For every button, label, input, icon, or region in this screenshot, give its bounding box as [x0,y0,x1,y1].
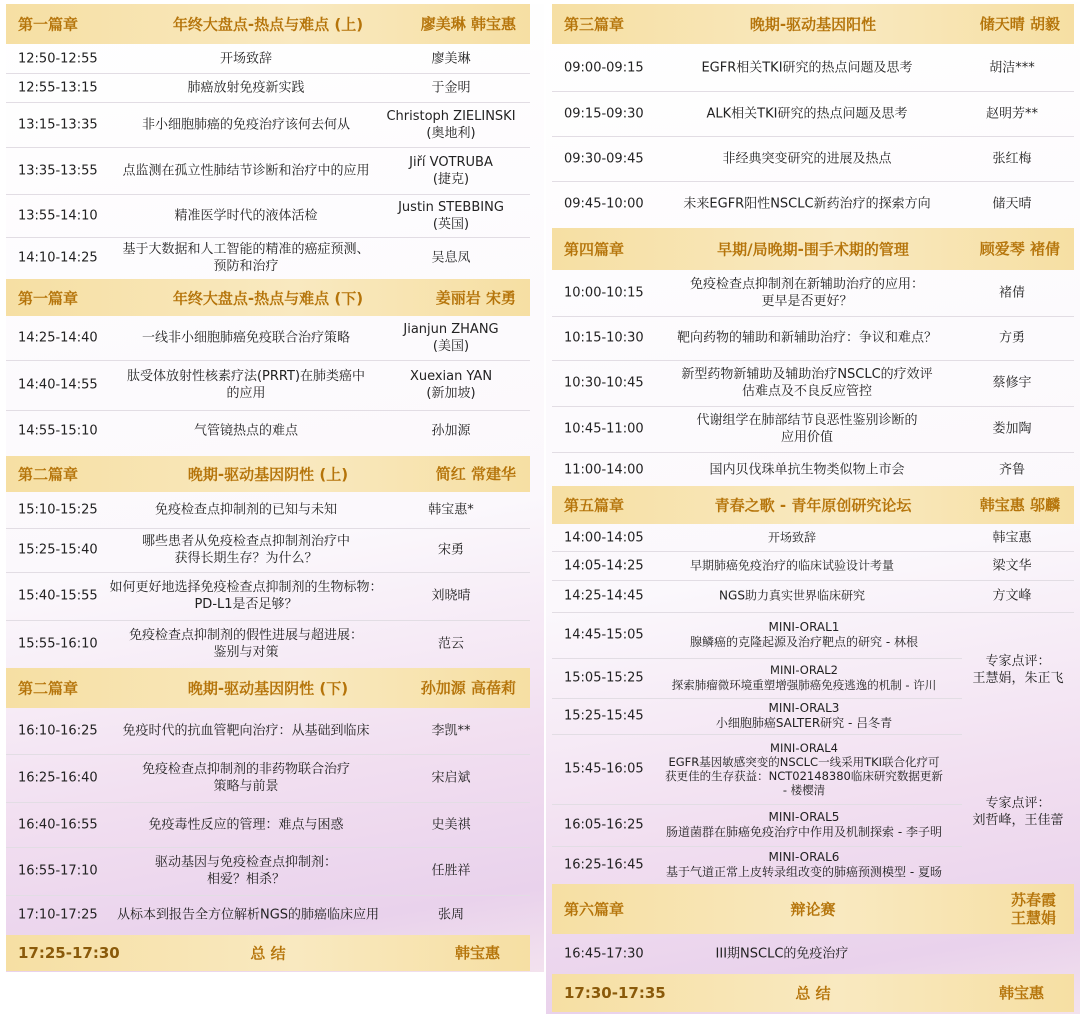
table-row [6,754,530,803]
session-topic: 未来EGFR阳性NSCLC新药治疗的探索方向 [683,196,931,211]
section-chairs: 储天晴 胡毅 [979,15,1060,33]
session-topic: 免疫毒性反应的管理：难点与困惑 [148,817,344,832]
session-speaker: Jiří VOTRUBA (捷克) [409,154,493,187]
table-row [6,102,530,148]
session-speaker: Jianjun ZHANG (美国) [403,322,499,354]
session-speaker: 胡洁*** [989,60,1035,75]
session-topic: 靶向药物的辅助和新辅助治疗：争议和难点？ [676,330,937,346]
section-title: 年终大盘点-热点与难点 (上) [172,15,364,34]
session-time: 13:15-13:35 [18,117,98,132]
summary-row [6,935,530,971]
section-chairs: 孙加源 高蓓莉 [420,679,516,697]
session-topic: 新型药物新辅助及辅助治疗NSCLC的疗效评 估难点及不良反应管控 [681,367,933,399]
table-row [6,572,530,621]
section-title: 晚期-驱动基因阴性 (上) [187,465,349,484]
session-time: 14:25-14:45 [564,588,644,604]
session-time: 16:05-16:25 [564,817,644,833]
table-row [552,91,1074,137]
session-speaker: 韩宝惠 [992,530,1032,545]
session-time: 09:45-10:00 [564,196,644,211]
table-row [552,734,962,805]
summary-title: 总 结 [795,984,831,1003]
session-topic: 免疫时代的抗血管靶向治疗：从基础到临床 [122,723,370,739]
section-title: 青春之歌 - 青年原创研究论坛 [714,496,912,515]
section-label: 第三篇章 [564,15,625,34]
summary-time: 17:25-17:30 [18,944,120,962]
section-header [552,486,1074,524]
table-row [6,802,530,848]
table-row [552,452,1074,488]
session-topic: 基于大数据和人工智能的精准的癌症预测、 预防和治疗 [122,242,370,274]
section-chairs: 姜丽岩 宋勇 [435,288,516,307]
session-speaker: 于金明 [431,80,471,95]
table-row [552,44,1074,92]
session-time: 12:55-13:15 [18,80,98,95]
table-row [6,528,530,573]
table-row [6,410,530,452]
session-speaker: 娄加陶 [992,421,1032,437]
section-label: 第一篇章 [18,15,79,34]
session-topic: MINI-ORAL6 基于气道正常上皮转录组改变的肺癌预测模型 - 夏旸 [666,850,942,879]
right-panel [546,2,1080,1014]
session-time: 14:00-14:05 [564,530,644,545]
table-row [6,147,530,195]
session-time: 14:10-14:25 [18,250,98,266]
table-row [552,846,962,884]
session-time: 17:10-17:25 [18,907,98,923]
section-title: 早期/局晚期-围手术期的管理 [717,240,909,259]
section-header [6,4,530,44]
table-row [552,934,1074,974]
session-topic: 肽受体放射性核素疗法(PRRT)在肺类癌中 的应用 [126,369,366,401]
session-topic: EGFR相关TKI研究的热点问题及思考 [701,60,913,75]
section-title: 辩论赛 [790,900,836,919]
session-speaker: Christoph ZIELINSKI (奥地利) [386,108,516,141]
section-header [6,456,530,492]
session-topic: 免疫检查点抑制剂的假性进展与超进展： 鉴别与对策 [128,628,363,660]
session-time: 09:15-09:30 [564,106,644,121]
session-topic: MINI-ORAL3 小细胞肺癌SALTER研究 - 吕冬青 [715,701,893,730]
section-header [6,668,530,708]
session-topic: 开场致辞 [219,51,272,66]
session-time: 16:55-17:10 [18,863,98,879]
table-row [6,360,530,411]
session-topic: 代谢组学在肺部结节良恶性鉴别诊断的 应用价值 [696,413,918,445]
section-chairs: 韩宝惠 邬麟 [979,496,1060,514]
session-speaker: 廖美琳 [431,51,471,66]
session-speaker: 方勇 [998,330,1025,346]
table-row [6,73,530,103]
session-time: 14:45-15:05 [564,627,644,643]
table-row [552,316,1074,361]
table-row [6,708,530,755]
session-topic: 精准医学时代的液体活检 [174,208,318,223]
session-time: 15:05-15:25 [564,670,644,686]
table-row [552,698,962,735]
session-topic: MINI-ORAL4 EGFR基因敏感突变的NSCLC一线采用TKI联合化疗可 获更佳的生存获益：NCT02148380临床研究数据更新 - 楼樱清 [665,741,943,797]
session-time: 14:40-14:55 [18,377,98,393]
session-topic: ALK相关TKI研究的热点问题及思考 [706,106,908,121]
session-time: 13:55-14:10 [18,208,98,223]
section-label: 第一篇章 [18,289,79,307]
session-speaker: 刘晓晴 [431,588,471,604]
session-topic: 气管镜热点的难点 [193,423,298,439]
table-row [552,524,1074,552]
session-topic: 国内贝伐珠单抗生物类似物上市会 [709,462,905,478]
session-topic: 从标本到报告全方位解析NGS的肺癌临床应用 [116,907,380,923]
session-time: 14:55-15:10 [18,423,98,439]
section-chairs: 顾爱琴 褚倩 [979,240,1060,258]
table-row [6,895,530,935]
session-topic: 早期肺癌免疫治疗的临床试验设计考量 [689,558,894,572]
section-header [6,279,530,316]
section-label: 第二篇章 [18,679,79,698]
session-speaker: 孙加源 [431,423,471,439]
session-speaker: 张周 [437,907,464,923]
table-row [552,804,962,847]
summary-speaker: 韩宝惠 [454,944,500,962]
section-chairs: 廖美琳 韩宝惠 [420,15,516,33]
table-row [552,181,1074,226]
session-speaker: 范云 [437,636,464,652]
session-topic: 一线非小细胞肺癌免疫联合治疗策略 [141,330,350,346]
section-header [552,884,1074,934]
session-time: 10:45-11:00 [564,421,644,437]
table-row [552,406,1074,453]
session-speaker: 方文峰 [992,588,1032,604]
session-topic: MINI-ORAL2 探索肺瘤微环境重塑增强肺癌免疫逃逸的机制 - 许川 [671,663,937,692]
section-label: 第二篇章 [18,465,79,484]
summary-speaker: 韩宝惠 [998,984,1044,1002]
session-time: 15:45-16:05 [564,761,644,777]
session-topic: 哪些患者从免疫检查点抑制剂治疗中 获得长期生存？为什么？ [141,534,350,566]
table-row [552,612,962,659]
session-topic: 非经典突变研究的进展及热点 [722,151,892,166]
section-title: 晚期-驱动基因阴性 (下) [187,679,349,698]
session-time: 09:30-09:45 [564,151,644,166]
session-topic: 开场致辞 [767,530,816,544]
left-panel [6,4,544,972]
session-topic: 非小细胞肺癌的免疫治疗该何去何从 [141,117,350,132]
table-row [552,360,1074,407]
expert-review: 专家点评： 王慧娟，朱正飞 [972,654,1064,686]
session-speaker: Xuexian YAN (新加坡) [409,369,493,401]
table-row [6,44,530,74]
table-row [6,847,530,896]
session-topic: 免疫检查点抑制剂的已知与未知 [154,502,337,518]
section-chairs: 简红 常建华 [435,465,516,483]
session-speaker: 史美祺 [431,817,471,832]
session-speaker: 韩宝惠* [428,502,474,518]
session-time: 16:25-16:45 [564,857,644,873]
session-time: 15:55-16:10 [18,636,98,652]
section-title: 年终大盘点-热点与难点 (下) [172,289,364,307]
session-speaker: 蔡修宇 [992,375,1032,391]
session-time: 15:25-15:40 [18,542,98,558]
section-chairs: 苏春霞 王慧娟 [1010,891,1056,927]
section-header [552,4,1074,44]
session-time: 11:00-14:00 [564,462,644,478]
summary-row [552,974,1074,1012]
table-row [552,270,1074,317]
session-speaker: 梁文华 [992,558,1032,573]
session-time: 16:40-16:55 [18,817,98,832]
session-speaker: Justin STEBBING (英国) [398,199,504,232]
table-row [552,136,1074,182]
session-speaker: 褚倩 [998,285,1025,301]
session-topic: 点监测在孤立性肺结节诊断和治疗中的应用 [122,163,370,178]
section-label: 第四篇章 [564,240,625,259]
session-speaker: 张红梅 [992,151,1032,166]
session-speaker: 李凯** [431,723,471,739]
section-title: 晚期-驱动基因阳性 [749,15,877,34]
session-topic: 免疫检查点抑制剂的非药物联合治疗 策略与前景 [141,762,350,794]
table-row [552,580,1074,613]
session-time: 14:05-14:25 [564,558,644,573]
session-topic: MINI-ORAL5 肠道菌群在肺癌免疫治疗中作用及机制探索 - 李子明 [666,810,942,839]
session-speaker: 赵明芳** [985,106,1038,121]
session-topic: MINI-ORAL1 腺鳞癌的克隆起源及治疗靶点的研究 - 林根 [690,620,918,649]
session-time: 15:10-15:25 [18,502,98,518]
session-time: 14:25-14:40 [18,330,98,346]
session-time: 15:25-15:45 [564,708,644,724]
session-time: 10:30-10:45 [564,375,644,391]
table-row [6,316,530,361]
session-speaker: 宋启斌 [431,770,471,786]
session-topic: III期NSCLC的免疫治疗 [715,946,849,962]
session-time: 10:00-10:15 [564,285,644,301]
table-row [6,492,530,529]
session-topic: NGS助力真实世界临床研究 [719,588,865,603]
session-topic: 驱动基因与免疫检查点抑制剂： 相爱？相杀？ [154,855,337,887]
section-header [552,228,1074,270]
session-time: 13:35-13:55 [18,163,98,178]
table-row [552,658,962,699]
expert-review: 专家点评： 刘哲峰，王佳蕾 [972,796,1064,828]
session-time: 15:40-15:55 [18,588,98,604]
session-topic: 肺癌放射免疫新实践 [187,80,305,95]
section-label: 第六篇章 [564,900,625,919]
session-time: 09:00-09:15 [564,60,644,75]
summary-time: 17:30-17:35 [564,984,666,1002]
session-time: 12:50-12:55 [18,51,98,66]
session-time: 16:45-17:30 [564,946,644,962]
session-speaker: 吴息凤 [431,250,471,266]
session-topic: 免疫检查点抑制剂在新辅助治疗的应用： 更早是否更好？ [689,277,924,309]
session-speaker: 储天晴 [992,196,1032,211]
session-speaker: 齐鲁 [998,462,1025,478]
session-speaker: 任胜祥 [431,863,471,879]
session-topic: 如何更好地选择免疫检查点抑制剂的生物标物： PD-L1是否足够？ [109,580,383,612]
table-row [6,620,530,668]
session-speaker: 宋勇 [437,542,464,558]
session-time: 16:25-16:40 [18,770,98,786]
summary-title: 总 结 [250,944,286,963]
session-time: 16:10-16:25 [18,723,98,739]
table-row [6,194,530,238]
table-row [6,237,530,279]
table-row [552,551,1074,581]
session-time: 10:15-10:30 [564,330,644,346]
section-label: 第五篇章 [564,496,625,515]
